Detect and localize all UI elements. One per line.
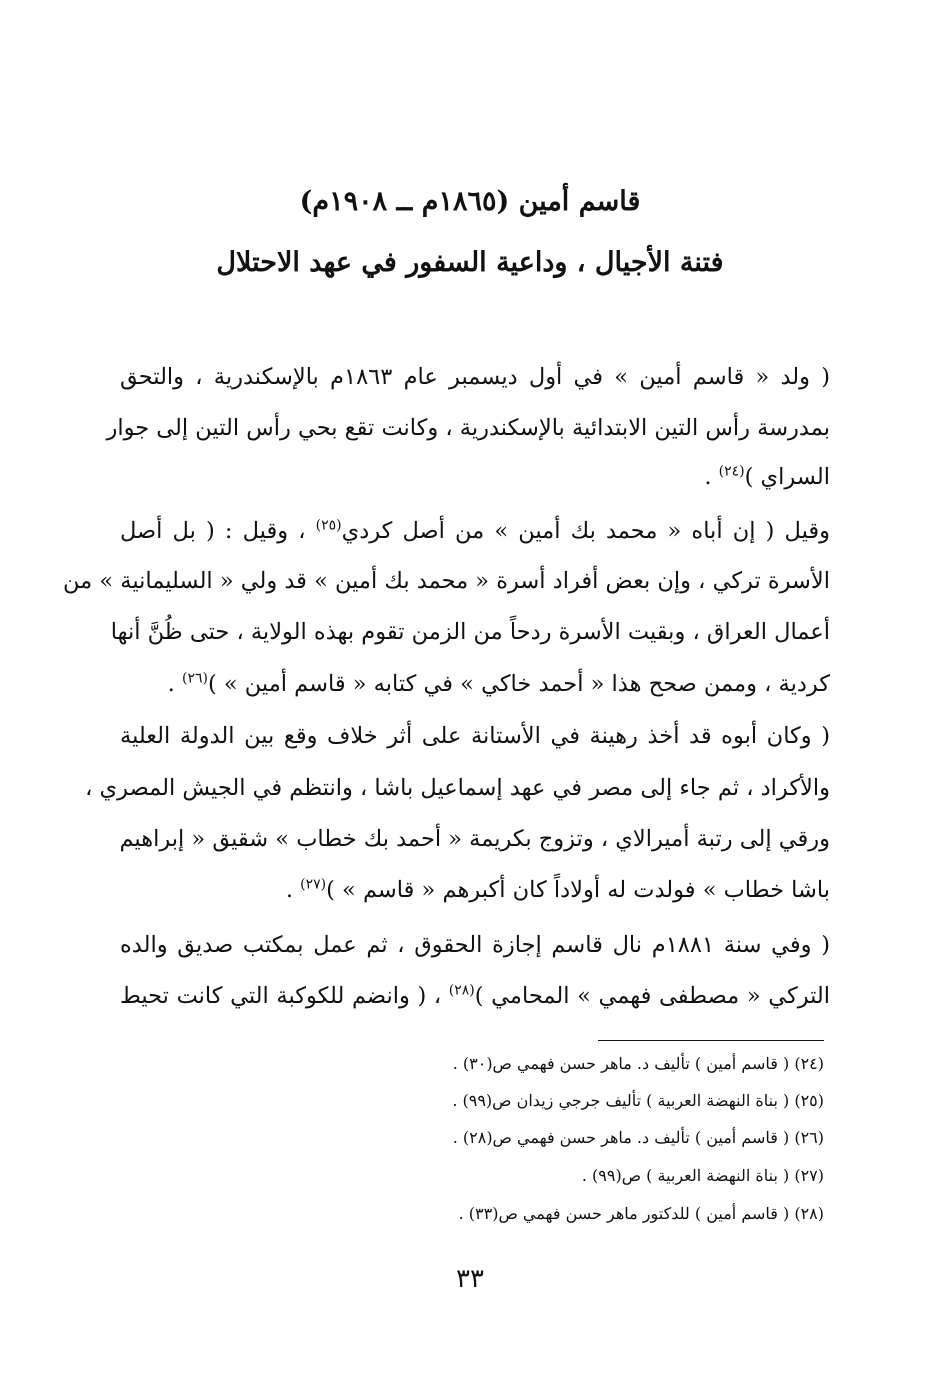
footnote: (٢٨) ( قاسم أمين ) للدكتور ماهر حسن فهمي ص(٣٣) . — [458, 1204, 824, 1223]
body-line: باشا خطاب » فولدت له أولاداً كان أكبرهم « قاسم » )$^{(٢٧)}$ . — [285, 876, 830, 903]
footnote-separator — [598, 1040, 824, 1041]
body-line: بمدرسة رأس التين الابتدائية بالإسكندرية ، وكانت تقع بحي رأس التين إلى جوار — [106, 415, 830, 441]
chapter-title: قاسم أمين (١٨٦٥م ــ ١٩٠٨م) — [299, 186, 641, 217]
footnote-ref: (٢٨) — [448, 982, 475, 999]
footnote-ref: (٢٦) — [181, 670, 208, 687]
footnote-ref: (٢٤) — [718, 463, 745, 480]
page-number: ٣٣ — [456, 1264, 484, 1294]
body-line: السراي )$^{(٢٤)}$ . — [704, 463, 830, 490]
footnote: (٢٤) ( قاسم أمين ) تأليف د. ماهر حسن فهمي ص(٣٠) . — [452, 1054, 824, 1073]
body-line: وقيل ( إن أباه « محمد بك أمين » من أصل كردي$^{(٢٥)}$ ، وقيل : ( بل أصل — [120, 517, 830, 544]
body-line: ( وكان أبوه قد أخذ رهينة في الأستانة على أثر خلاف وقع بين الدولة العلية — [120, 723, 830, 749]
body-line: التركي « مصطفى فهمي » المحامي )$^{(٢٨)}$ ، ( وانضم للكوكبة التي كانت تحيط — [120, 982, 830, 1009]
body-line: والأكراد ، ثم جاء إلى مصر في عهد إسماعيل باشا ، وانتظم في الجيش المصري ، — [85, 775, 830, 801]
body-line: أعمال العراق ، وبقيت الأسرة ردحاً من الزمن تقوم بهذه الولاية ، حتى ظُنَّ أنها — [110, 619, 830, 645]
body-line: كردية ، وممن صحح هذا « أحمد خاكي » في كتابه « قاسم أمين » )$^{(٢٦)}$ . — [167, 670, 830, 697]
footnote: (٢٧) ( بناة النهضة العربية ) ص(٩٩) . — [581, 1166, 824, 1185]
body-line: ورقي إلى رتبة أميرالاي ، وتزوج بكريمة « أحمد بك خطاب » شقيق « إبراهيم — [119, 826, 830, 852]
footnote-ref: (٢٥) — [315, 517, 342, 534]
body-line: ( ولد « قاسم أمين » في أول ديسمبر عام ١٨٦٣م بالإسكندرية ، والتحق — [120, 364, 831, 390]
body-line: الأسرة تركي ، وإن بعض أفراد أسرة « محمد بك أمين » قد ولي « السليمانية » من — [63, 568, 830, 594]
footnote-ref: (٢٧) — [300, 876, 327, 893]
footnote: (٢٦) ( قاسم أمين ) تأليف د. ماهر حسن فهمي ص(٢٨) . — [452, 1128, 824, 1147]
body-line: ( وفي سنة ١٨٨١م نال قاسم إجازة الحقوق ، ثم عمل بمكتب صديق والده — [120, 932, 830, 958]
chapter-subtitle: فتنة الأجيال ، وداعية السفور في عهد الاحتلال — [216, 247, 724, 278]
footnote: (٢٥) ( بناة النهضة العربية ) تأليف جرجي زيدان ص(٩٩) . — [452, 1091, 824, 1110]
